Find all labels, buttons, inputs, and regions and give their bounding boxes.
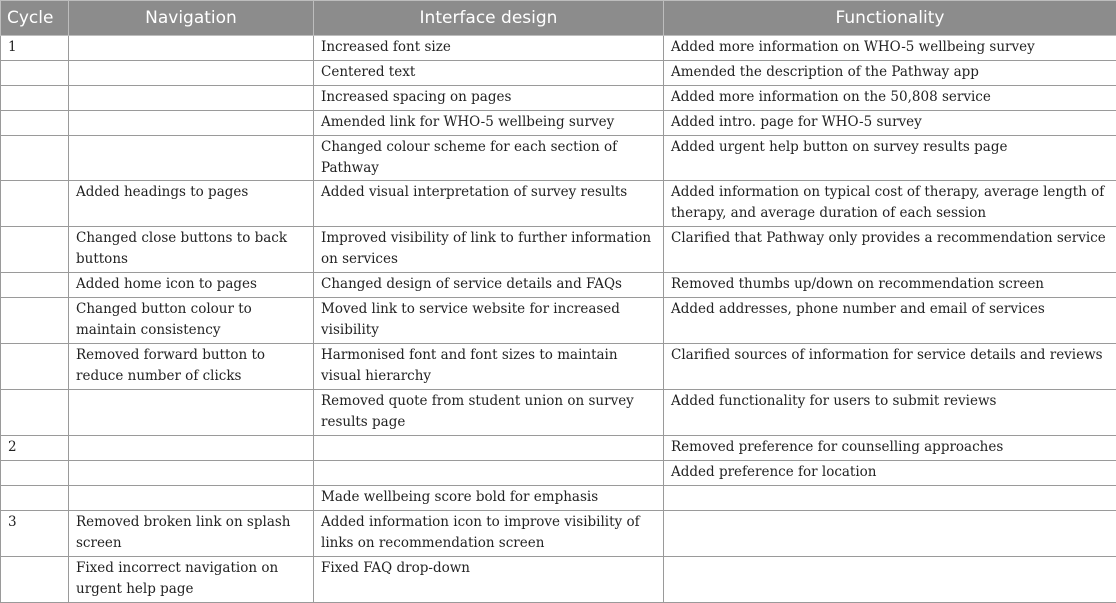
functionality-cell: Added preference for location <box>664 461 1116 486</box>
cycle-cell <box>1 486 69 511</box>
navigation-cell <box>69 36 314 61</box>
interface-design-cell <box>314 436 664 461</box>
interface-design-cell: Changed design of service details and FAQs <box>314 273 664 298</box>
table-row <box>1 61 1116 86</box>
functionality-cell: Removed preference for counselling approaches <box>664 436 1116 461</box>
cycle-cell: 3 <box>1 511 69 557</box>
navigation-cell: Changed close buttons to back buttons <box>69 227 314 273</box>
table-row <box>1 436 1116 461</box>
functionality-cell: Added urgent help button on survey results page <box>664 136 1116 181</box>
cycle-cell <box>1 111 69 136</box>
cycle-cell <box>1 557 69 603</box>
header-interface-design: Interface design <box>314 1 664 36</box>
functionality-cell: Removed thumbs up/down on recommendation screen <box>664 273 1116 298</box>
cycle-cell <box>1 390 69 436</box>
functionality-cell <box>664 511 1116 557</box>
functionality-cell: Added information on typical cost of therapy, average length of therapy, and average duration of each session <box>664 181 1116 227</box>
table-row <box>1 136 1116 181</box>
header-cycle: Cycle <box>1 1 69 36</box>
navigation-cell: Changed button colour to maintain consistency <box>69 298 314 344</box>
navigation-cell: Added headings to pages <box>69 181 314 227</box>
header-functionality: Functionality <box>664 1 1116 36</box>
cycle-cell <box>1 344 69 390</box>
table-row <box>1 557 1116 603</box>
navigation-cell <box>69 436 314 461</box>
interface-design-cell: Removed quote from student union on survey results page <box>314 390 664 436</box>
table-row <box>1 181 1116 227</box>
navigation-cell: Removed forward button to reduce number of clicks <box>69 344 314 390</box>
table-row <box>1 486 1116 511</box>
table-row <box>1 511 1116 557</box>
functionality-cell: Clarified that Pathway only provides a recommendation service <box>664 227 1116 273</box>
interface-design-cell: Amended link for WHO-5 wellbeing survey <box>314 111 664 136</box>
functionality-cell: Added addresses, phone number and email of services <box>664 298 1116 344</box>
cycle-cell: 2 <box>1 436 69 461</box>
table-row <box>1 227 1116 273</box>
table-row <box>1 461 1116 486</box>
functionality-cell <box>664 486 1116 511</box>
interface-design-cell: Improved visibility of link to further information on services <box>314 227 664 273</box>
cycle-cell <box>1 181 69 227</box>
table-row <box>1 344 1116 390</box>
cycle-cell <box>1 61 69 86</box>
functionality-cell: Added more information on the 50,808 service <box>664 86 1116 111</box>
table-row <box>1 298 1116 344</box>
navigation-cell <box>69 136 314 181</box>
navigation-cell <box>69 390 314 436</box>
navigation-cell <box>69 486 314 511</box>
interface-design-cell: Increased font size <box>314 36 664 61</box>
cycle-cell <box>1 136 69 181</box>
navigation-cell: Added home icon to pages <box>69 273 314 298</box>
cycle-cell: 1 <box>1 36 69 61</box>
interface-design-cell: Centered text <box>314 61 664 86</box>
navigation-cell <box>69 61 314 86</box>
functionality-cell: Added more information on WHO-5 wellbeing survey <box>664 36 1116 61</box>
navigation-cell <box>69 111 314 136</box>
functionality-cell <box>664 557 1116 603</box>
interface-design-cell: Changed colour scheme for each section of Pathway <box>314 136 664 181</box>
table-row <box>1 390 1116 436</box>
interface-design-cell: Moved link to service website for increased visibility <box>314 298 664 344</box>
functionality-cell: Added functionality for users to submit reviews <box>664 390 1116 436</box>
header-row <box>1 1 1116 36</box>
cycle-cell <box>1 227 69 273</box>
table-row <box>1 111 1116 136</box>
cycle-cell <box>1 461 69 486</box>
navigation-cell <box>69 461 314 486</box>
navigation-cell: Fixed incorrect navigation on urgent help page <box>69 557 314 603</box>
functionality-cell: Clarified sources of information for service details and reviews <box>664 344 1116 390</box>
header-navigation: Navigation <box>69 1 314 36</box>
interface-design-cell: Added visual interpretation of survey results <box>314 181 664 227</box>
cycle-cell <box>1 273 69 298</box>
interface-design-cell: Added information icon to improve visibility of links on recommendation screen <box>314 511 664 557</box>
interface-design-cell: Made wellbeing score bold for emphasis <box>314 486 664 511</box>
interface-design-cell: Increased spacing on pages <box>314 86 664 111</box>
interface-design-cell <box>314 461 664 486</box>
cycle-cell <box>1 298 69 344</box>
functionality-cell: Added intro. page for WHO-5 survey <box>664 111 1116 136</box>
interface-design-cell: Harmonised font and font sizes to maintain visual hierarchy <box>314 344 664 390</box>
navigation-cell: Removed broken link on splash screen <box>69 511 314 557</box>
table-row <box>1 36 1116 61</box>
functionality-cell: Amended the description of the Pathway app <box>664 61 1116 86</box>
table-row <box>1 273 1116 298</box>
interface-design-cell: Fixed FAQ drop-down <box>314 557 664 603</box>
navigation-cell <box>69 86 314 111</box>
cycle-cell <box>1 86 69 111</box>
table-row <box>1 86 1116 111</box>
